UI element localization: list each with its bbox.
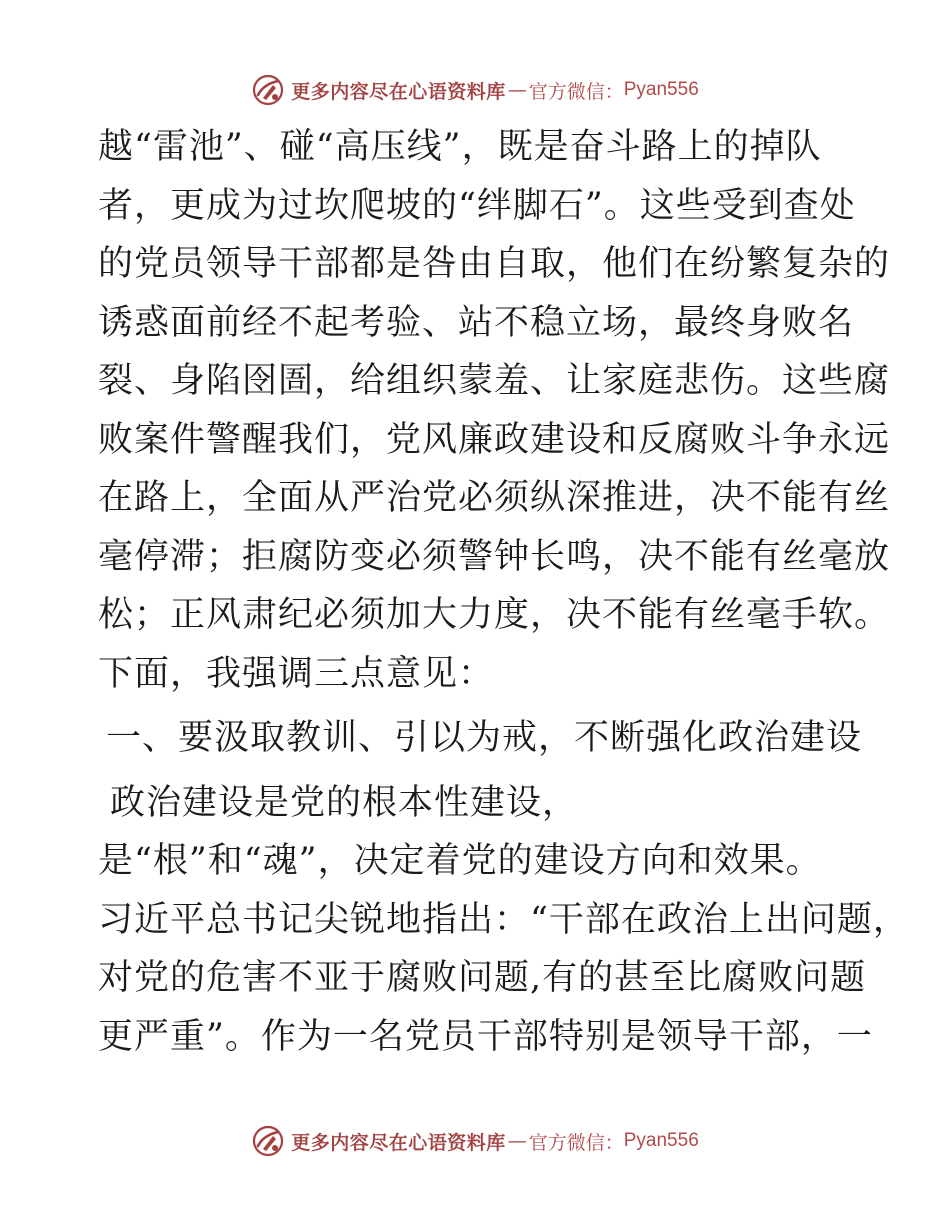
body-line-9: 松；正风肃纪必须加大力度，决不能有丝毫手软。 [98, 595, 891, 635]
para2-first-line: 政治建设是党的根本性建设， [110, 782, 579, 823]
header-brand-text: 更多内容尽在心语资料库 [291, 80, 506, 103]
brand-logo-icon [251, 1124, 285, 1158]
body-line-8: 毫停滞；拒腐防变必须警钟长鸣，决不能有丝毫放 [98, 536, 891, 577]
para2-line-3: 对党的危害不亚于腐败问题,有的甚至比腐败问题 [98, 958, 867, 998]
para2-line-2: 习近平总书记尖锐地指出：“干部在政治上出问题， [98, 899, 909, 940]
para2-line-1: 是“根”和“魂”，决定着党的建设方向和效果。 [98, 841, 822, 881]
body-line-5: 裂、身陷囹圄，给组织蒙羞、让家庭悲伤。这些腐 [98, 361, 891, 401]
footer-wechat-id: Pyan556 [623, 1130, 699, 1151]
header-banner [0, 70, 950, 110]
header-separator: — [507, 79, 527, 101]
footer-banner [0, 1121, 950, 1161]
body-line-2: 者，更成为过坎爬坡的“绊脚石”。这些受到查处 [98, 185, 856, 226]
footer-separator: — [507, 1130, 527, 1152]
body-line-6: 败案件警醒我们，党风廉政建设和反腐败斗争永远 [98, 419, 891, 460]
footer-brand-text: 更多内容尽在心语资料库 [291, 1131, 506, 1154]
para2-line-4: 更严重”。作为一名党员干部特别是领导干部，一 [98, 1016, 873, 1057]
body-line-1: 越“雷池”、碰“高压线”，既是奋斗路上的掉队 [98, 127, 822, 167]
body-line-7: 在路上，全面从严治党必须纵深推进，决不能有丝 [98, 478, 891, 518]
brand-logo-icon [251, 73, 285, 107]
footer-wechat-label: 官方微信： [528, 1131, 624, 1154]
body-line-3: 的党员领导干部都是咎由自取，他们在纷繁复杂的 [98, 244, 891, 284]
section-heading: 一、要汲取教训、引以为戒，不断强化政治建设 [106, 718, 863, 758]
header-wechat-id: Pyan556 [623, 79, 699, 100]
document-body [98, 118, 909, 1066]
body-line-10: 下面，我强调三点意见： [98, 653, 495, 694]
header-wechat-label: 官方微信： [528, 80, 624, 103]
body-line-4: 诱惑面前经不起考验、站不稳立场，最终身败名 [98, 302, 855, 343]
